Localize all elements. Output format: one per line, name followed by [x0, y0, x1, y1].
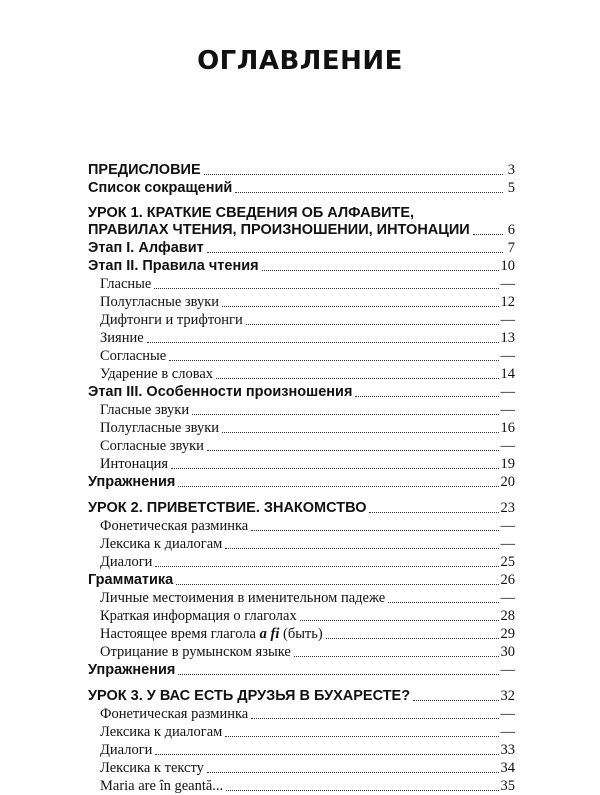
toc-entry-label: Согласные звуки	[100, 438, 204, 454]
toc-page-number: 5	[507, 180, 515, 196]
toc-entry-stress[interactable]	[88, 365, 515, 383]
leader-dots	[262, 270, 499, 271]
toc-page-number: 14	[500, 366, 515, 382]
toc-page-number: 12	[500, 294, 515, 310]
leader-dots	[169, 360, 498, 361]
toc-entry-stage-1[interactable]	[88, 239, 515, 257]
leader-dots	[326, 638, 499, 639]
toc-entry-semivowel-sounds[interactable]	[88, 419, 515, 437]
toc-entry-label: Гласные звуки	[100, 402, 190, 418]
toc-entry-label: УРОК 3. У ВАС ЕСТЬ ДРУЗЬЯ В БУХАРЕСТЕ?	[88, 688, 411, 704]
toc-entry-semivowels[interactable]	[88, 293, 515, 311]
leader-dots	[413, 700, 498, 701]
leader-dots	[207, 252, 503, 253]
toc-entry-label: Полугласные звуки	[100, 420, 220, 436]
toc-entry-lesson-3[interactable]	[88, 687, 515, 705]
toc-entry-stage-3[interactable]	[88, 383, 515, 401]
toc-page-number: —	[500, 276, 515, 292]
toc-entry-dialogs-2[interactable]	[88, 553, 515, 571]
toc-entry-label: Ударение в словах	[100, 366, 214, 382]
toc-entry-phonetic-warmup-2[interactable]	[88, 517, 515, 535]
toc-page-number: —	[500, 348, 515, 364]
toc-page-number: —	[500, 724, 515, 740]
toc-entry-hiatus[interactable]	[88, 329, 515, 347]
toc-entry-label: Этап III. Особенности произношения	[88, 384, 353, 400]
toc-entry-text-vocab[interactable]	[88, 759, 515, 777]
leader-dots	[222, 432, 498, 433]
toc-entry-label: Дифтонги и трифтонги	[100, 312, 243, 328]
leader-dots	[355, 396, 498, 397]
toc-page-number: —	[500, 312, 515, 328]
leader-dots	[294, 656, 499, 657]
toc-entry-label: Полугласные звуки	[100, 294, 220, 310]
toc-entry-exercises-2[interactable]	[88, 661, 515, 679]
leader-dots	[473, 234, 503, 235]
leader-dots	[204, 174, 503, 175]
toc-page-number: 34	[500, 760, 515, 776]
toc-entry-label: Личные местоимения в именительном падеже	[100, 590, 386, 606]
leader-dots	[226, 790, 498, 791]
toc-entry-label: УРОК 2. ПРИВЕТСТВИЕ. ЗНАКОМСТВО	[88, 500, 367, 516]
toc-page-number: 32	[500, 688, 515, 704]
leader-dots	[369, 512, 498, 513]
toc-entry-label: Лексика к тексту	[100, 760, 204, 776]
leader-dots	[300, 620, 499, 621]
toc-page-number: 25	[500, 554, 515, 570]
toc-entry-label: Список сокращений	[88, 180, 233, 196]
toc-entry-label: Интонация	[100, 456, 169, 472]
toc-page-number: —	[500, 662, 515, 678]
toc-entry-lesson-1[interactable]	[88, 221, 515, 239]
toc-page-number: 19	[500, 456, 515, 472]
toc-entry-label: Отрицание в румынском языке	[100, 644, 291, 660]
toc-entry-label-tail: (быть)	[282, 626, 323, 642]
toc-entry-maria-text[interactable]	[88, 777, 515, 795]
toc-entry-label: УРОК 1. КРАТКИЕ СВЕДЕНИЯ ОБ АЛФАВИТЕ,	[88, 205, 415, 221]
leader-dots	[225, 736, 498, 737]
toc-entry-label: Диалоги	[100, 742, 153, 758]
leader-dots	[178, 486, 498, 487]
leader-dots	[388, 602, 498, 603]
toc-entry-label: Фонетическая разминка	[100, 518, 249, 534]
toc-entry-label: Гласные	[100, 276, 152, 292]
toc-entry-label: Зияние	[100, 330, 144, 346]
leader-dots	[235, 192, 503, 193]
toc-entry-negation[interactable]	[88, 643, 515, 661]
toc-entry-lesson-2[interactable]	[88, 499, 515, 517]
toc-page-number: —	[500, 518, 515, 534]
leader-dots	[225, 548, 498, 549]
toc-page-number: 28	[500, 608, 515, 624]
toc-entry-label: ПРЕДИСЛОВИЕ	[88, 162, 201, 178]
toc-page-number: 30	[500, 644, 515, 660]
toc-page-number: 7	[507, 240, 515, 256]
toc-page-number: —	[500, 590, 515, 606]
toc-entry-label: Лексика к диалогам	[100, 536, 223, 552]
toc-entry-stage-2[interactable]	[88, 257, 515, 275]
toc-entry-exercises-1[interactable]	[88, 473, 515, 491]
toc-page-number: 23	[500, 500, 515, 516]
leader-dots	[178, 674, 498, 675]
leader-dots	[176, 584, 498, 585]
toc-entry-label: Этап II. Правила чтения	[88, 258, 259, 274]
toc-entry-label: Фонетическая разминка	[100, 706, 249, 722]
leader-dots	[216, 378, 498, 379]
leader-dots	[222, 306, 498, 307]
toc-page-number: 33	[500, 742, 515, 758]
toc-entry-personal-pronouns[interactable]	[88, 589, 515, 607]
leader-dots	[155, 754, 498, 755]
leader-dots	[155, 566, 498, 567]
toc-page-number: 29	[500, 626, 515, 642]
toc-entry-consonant-sounds[interactable]	[88, 437, 515, 455]
toc-entry-label: Согласные	[100, 348, 167, 364]
leader-dots	[192, 414, 498, 415]
toc-page-number: 6	[507, 222, 515, 238]
toc-page-number: —	[500, 384, 515, 400]
toc-entry-grammar[interactable]	[88, 571, 515, 589]
toc-entry-label: Maria are în geantă...	[100, 778, 224, 794]
toc-entry-vowel-sounds[interactable]	[88, 401, 515, 419]
toc-page-number: —	[500, 402, 515, 418]
leader-dots	[154, 288, 498, 289]
toc-page-number: 35	[500, 778, 515, 794]
toc-entry-dialog-vocab-3[interactable]	[88, 723, 515, 741]
toc-entry-lesson-1-line-1[interactable]	[88, 205, 515, 221]
leader-dots	[246, 324, 499, 325]
toc-entry-label: Диалоги	[100, 554, 153, 570]
toc-entry-label: ПРАВИЛАХ ЧТЕНИЯ, ПРОИЗНОШЕНИИ, ИНТОНАЦИИ	[88, 222, 470, 238]
toc-entry-consonants[interactable]	[88, 347, 515, 365]
toc-page-number: 16	[500, 420, 515, 436]
leader-dots	[251, 718, 498, 719]
toc-entry-dialogs-3[interactable]	[88, 741, 515, 759]
toc-page-number: 13	[500, 330, 515, 346]
toc-entry-phonetic-warmup-3[interactable]	[88, 705, 515, 723]
toc-entry-label: Упражнения	[88, 474, 176, 490]
toc-entry-verbs-info[interactable]	[88, 607, 515, 625]
toc-entry-label: Упражнения	[88, 662, 176, 678]
toc-entry-intonation[interactable]	[88, 455, 515, 473]
toc-page-number: —	[500, 706, 515, 722]
leader-dots	[171, 468, 498, 469]
toc-page-number: 26	[500, 572, 515, 588]
toc-entry-preface[interactable]	[88, 161, 515, 179]
toc-entry-abbreviations[interactable]	[88, 179, 515, 197]
toc-entry-vowels[interactable]	[88, 275, 515, 293]
leader-dots	[207, 450, 499, 451]
toc-entry-present-tense-a-fi[interactable]	[88, 625, 515, 643]
toc-entry-label: Лексика к диалогам	[100, 724, 223, 740]
page-title: ОГЛАВЛЕНИЕ	[197, 46, 403, 76]
leader-dots	[251, 530, 498, 531]
leader-dots	[147, 342, 499, 343]
toc-page-number: 3	[507, 162, 515, 178]
leader-dots	[207, 772, 499, 773]
toc-entry-diphthongs[interactable]	[88, 311, 515, 329]
toc-entry-label: Настоящее время глагола	[100, 626, 256, 642]
toc-entry-emphasis: a fi	[259, 626, 280, 642]
toc-entry-dialog-vocab-2[interactable]	[88, 535, 515, 553]
table-of-contents	[88, 161, 515, 795]
toc-page-number: 20	[500, 474, 515, 490]
toc-page-number: —	[500, 536, 515, 552]
toc-entry-label: Грамматика	[88, 572, 174, 588]
toc-entry-label: Краткая информация о глаголах	[100, 608, 297, 624]
toc-page-number: 10	[500, 258, 515, 274]
toc-page-number: —	[500, 438, 515, 454]
toc-entry-label: Этап I. Алфавит	[88, 240, 204, 256]
